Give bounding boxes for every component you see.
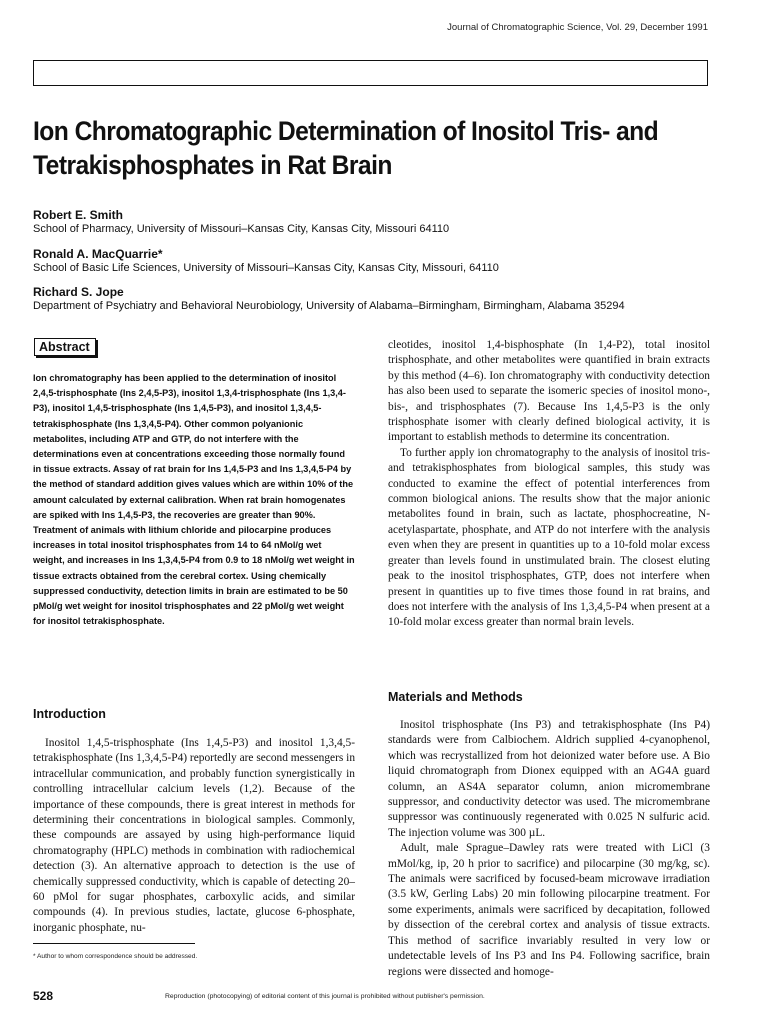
author-name: Robert E. Smith <box>33 208 124 222</box>
author-name: Ronald A. MacQuarrie* <box>33 247 163 261</box>
title-line-1: Ion Chromatographic Determination of Inositol Tris- and <box>33 116 659 146</box>
abstract-text: Ion chromatography has been applied to the determination of inositol 2,4,5-trisphosphate (Ins 2,4,5-P3), inositol 1,3,4-trisphosphate (Ins 1,3,4-P3), inositol 1,4,5-trisphosphate (Ins 1,4,5-P3), and inositol 1,3,4,5-tetrakisphosphate (Ins 1,3,4,5-P4). Other common polyanionic metabolites, including ATP and GTP, do not interfere with the determinations even at concentrations exceeding those normally found in tissue extracts. Assay of rat brain for Ins 1,4,5-P3 and Ins 1,3,4,5-P4 by the method of standard addition gives values which are within 10% of the amount calculated by external calibration. When rat brain homogenates are spiked with Ins 1,4,5-P3, the recoveries are greater than 90%. Treatment of animals with lithium chloride and pilocarpine produces increases in total inositol trisphosphates from 14 to 64 nMol/g wet weight, and increases in Ins 1,3,4,5-P4 from 0.9 to 18 nMol/g wet weight in tissue extracts obtained from the cerebral cortex. Using chemically suppressed conductivity, detection limits in brain are estimated to be 50 pMol/g wet weight for inositol trisphosphates and 22 pMol/g wet weight for inositol tetrakisphosphate. <box>33 373 355 627</box>
paragraph: cleotides, inositol 1,4-bisphosphate (In 1,4-P2), total inositol trisphosphate, and other metabolites were quantified in brain extracts by this method (4–6). Ion chromatography with conductivity detection has also been used to separate the isomeric species of inositol mono-, bis-, and trisphosphates (7). Because Ins 1,4,5-P3 is the only trisphosphate isomer with clearly defined biological activity, it is important to establish methods to determine its concentration. <box>388 339 710 444</box>
article-title <box>33 114 684 182</box>
abstract-section <box>33 338 355 629</box>
footnote: * Author to whom correspondence should be addressed. <box>33 953 198 960</box>
introduction-body <box>33 736 355 936</box>
author-2 <box>33 247 499 275</box>
reproduction-notice: Reproduction (photocopying) of editorial content of this journal is prohibited without publisher's permission. <box>165 993 485 1000</box>
paragraph: Inositol 1,4,5-trisphosphate (Ins 1,4,5-P3) and inositol 1,3,4,5-tetrakisphosphate (Ins 1,3,4,5-P4) reportedly are second messengers in intracellular communication, and probably function synergistically in controlling intracellular calcium levels (1,2). Because of the importance of these compounds, there is great interest in methods for determining their concentrations in biological samples. Commonly, these compounds are assayed by using high-performance liquid chromatography (HPLC) methods in combination with radiochemical detection (3). An alternative approach to detection is the use of chemically suppressed conductivity, which is capable of detecting 20–60 pMol for sugar phosphates, carboxylic acids, and similar compounds (4). In previous studies, lactate, glucose 6-phosphate, inorganic phosphate, nu- <box>33 737 356 934</box>
paragraph: Inositol trisphosphate (Ins P3) and tetrakisphosphate (Ins P4) standards were from Calbiochem. Aldrich supplied 4-cyanophenol, which was recrystallized from hot deionized water before use. A Bio liquid chromatograph from Dionex equipped with an AG4A guard column, an AS4A separator column, anion micromembrane suppressor, and conductivity detector was used. The micromembrane suppressor was continuously regenerated with 0.025 N sulfuric acid. The injection volume was 300 µL. <box>388 719 710 839</box>
author-affiliation: Department of Psychiatry and Behavioral Neurobiology, University of Alabama–Birmingham, Birmingham, Alabama 35294 <box>33 300 625 312</box>
author-affiliation: School of Pharmacy, University of Missouri–Kansas City, Kansas City, Missouri 64110 <box>33 223 450 235</box>
journal-citation: Journal of Chromatographic Science, Vol. 29, December 1991 <box>447 22 708 33</box>
materials-methods-body <box>388 718 710 980</box>
author-1 <box>33 208 449 236</box>
abstract-label: Abstract <box>34 338 96 356</box>
author-name: Richard S. Jope <box>33 285 124 299</box>
right-column-intro-continued <box>388 338 710 631</box>
author-affiliation: School of Basic Life Sciences, University of Missouri–Kansas City, Kansas City, Missouri, 64110 <box>33 262 499 274</box>
header-box <box>33 60 708 86</box>
paragraph: To further apply ion chromatography to the analysis of inositol tris- and tetrakisphosphates from biological samples, this study was conducted to examine the effect of potential interferences from common biological anions. The results show that the major anionic metabolites found in brain, such as lactate, phosphocreatine, N-acetylaspartate, phosphate, and ATP do not interfere with the analysis even when they are present in quantities up to a 10-fold molar excess greater than levels found in unstimulated brain. The closest eluting peak to the inositol trisphosphates, GTP, does not interfere when present in quantities up to five times those found in rat brains, and does not interfere with the analysis of Ins 1,3,4,5-P4 when present at a 10-fold molar excess greater than normal brain levels. <box>388 446 710 629</box>
author-3 <box>33 285 625 313</box>
footnote-divider <box>33 943 195 944</box>
paragraph: Adult, male Sprague–Dawley rats were treated with LiCl (3 mMol/kg, ip, 20 h prior to sacrifice) and pilocarpine (30 mg/kg, sc). The animals were sacrificed by focused-beam microwave irradiation (3.5 kW, Gerling Labs) 20 min following pilocarpine treatment. For some experiments, animals were sacrificed by decapitation, followed by dissection of the cerebral cortex and analysis of tissue extracts. This method of sacrifice invariably resulted in very low or undetectable levels of Ins P3 and Ins P4. Following sacrifice, brain regions were dissected and homoge- <box>388 842 710 978</box>
title-line-2: Tetrakisphosphates in Rat Brain <box>33 150 392 180</box>
page-number: 528 <box>33 989 54 1003</box>
materials-methods-heading: Materials and Methods <box>388 690 523 704</box>
introduction-heading: Introduction <box>33 707 106 721</box>
